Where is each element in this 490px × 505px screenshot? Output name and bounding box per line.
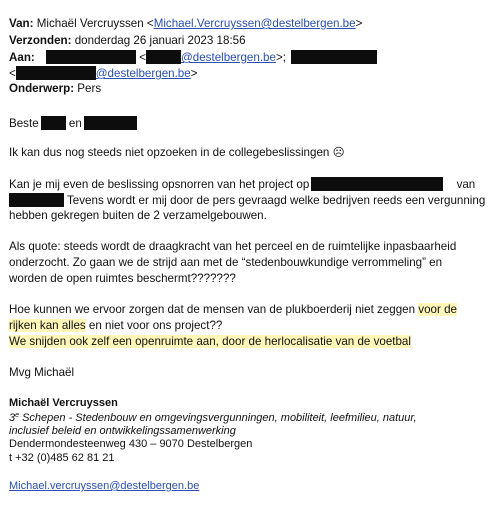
from-row [9, 17, 362, 31]
signature-phone: t +32 (0)485 62 81 21 [9, 452, 115, 464]
role-superscript: e [15, 412, 20, 419]
redacted-block [146, 50, 181, 64]
highlighted-text: rijken kan alles [9, 319, 86, 332]
sent-value: donderdag 26 januari 2023 18:56 [74, 34, 246, 47]
paragraph-2-line-1 [9, 177, 475, 192]
to2-close: > [190, 67, 198, 80]
paragraph-2-line-2 [9, 193, 485, 208]
sent-row [9, 34, 246, 48]
redacted-block [46, 50, 136, 64]
paragraph-2-line-3 [9, 209, 267, 223]
text: Tevens wordt er mij door de pers gevraagd welke bedrijven reeds een vergunning [67, 194, 486, 207]
sent-label: Verzonden: [9, 34, 72, 47]
paragraph-3-line-1 [9, 240, 456, 254]
redacted-block [291, 50, 377, 64]
paragraph-3-line-2 [9, 256, 442, 270]
text: onderzocht. Zo gaan we de strijd aan met de “stedenbouwkundige verrommeling” en [9, 256, 443, 269]
signature-role-line-2: inclusief beleid en ontwikkelingssamenwerking [9, 425, 236, 437]
to-row-2 [9, 66, 198, 81]
to-row [9, 50, 377, 65]
to2-email-link[interactable]: @destelbergen.be [95, 67, 191, 80]
text: Kan je mij even de beslissing opsnorren van het project op [9, 178, 310, 191]
text: hebben gekregen buiten de 2 verzamelgebouwen. [9, 209, 267, 222]
subject-label: Onderwerp: [9, 82, 75, 95]
sad-face-icon: ☹ [332, 146, 345, 159]
signature-name: Michaël Vercruyssen [9, 397, 118, 409]
paragraph-4-line-1 [9, 303, 457, 317]
to2-open: < [9, 67, 16, 80]
text: van [456, 178, 476, 191]
from-name: Michaël Vercruyssen < [36, 17, 154, 30]
to-open: < [139, 51, 147, 64]
signature-address: Dendermondesteenweg 430 – 9070 Destelbergen [9, 438, 253, 450]
role-text: Schepen - Stedenbouw en omgevingsvergunningen, mobiliteit, leefmilieu, natuur, [22, 412, 417, 424]
to-email-link[interactable]: @destelbergen.be [181, 51, 276, 64]
from-label: Van: [9, 17, 34, 30]
from-close: > [355, 17, 363, 30]
paragraph-4-line-2 [9, 319, 222, 333]
line-collegebeslissingen [9, 146, 345, 160]
redacted-block [311, 177, 443, 191]
paragraph-3-line-3 [9, 272, 236, 286]
signature-email-link[interactable]: Michael.vercruyssen@destelbergen.be [9, 480, 200, 492]
signature-role-line-1 [9, 412, 417, 425]
to-label: Aan: [9, 51, 35, 64]
greeting [9, 116, 137, 131]
redacted-block [41, 116, 66, 130]
greeting-and: en [68, 117, 82, 130]
to-close: >; [275, 51, 286, 64]
highlighted-text: We snijden ook zelf een openruimte aan, door de herlocalisatie van de voetbal [9, 335, 411, 348]
text: Hoe kunnen we ervoor zorgen dat de mensen van de plukboerderij niet zeggen [9, 303, 416, 316]
redacted-block [84, 116, 137, 130]
highlighted-text: voor de [418, 303, 457, 316]
role-number: 3 [9, 412, 16, 424]
from-email-link[interactable]: Michael.Vercruyssen@destelbergen.be [153, 17, 356, 30]
paragraph-4-line-3 [9, 335, 411, 349]
greeting-word: Beste [9, 117, 39, 130]
subject-value: Pers [77, 82, 102, 95]
redacted-block [9, 193, 64, 207]
text: worden de open ruimtes beschermt??????? [9, 272, 236, 285]
subject-row [9, 82, 101, 96]
redacted-block [16, 66, 96, 80]
closing [9, 366, 74, 380]
text: Mvg Michaël [9, 366, 75, 379]
text: Als quote: steeds wordt de draagkracht van het perceel en de ruimtelijke inpasbaarheid [9, 240, 457, 253]
text: Ik kan dus nog steeds niet opzoeken in de collegebeslissingen [9, 146, 330, 159]
text: en niet voor ons project?? [88, 319, 223, 332]
